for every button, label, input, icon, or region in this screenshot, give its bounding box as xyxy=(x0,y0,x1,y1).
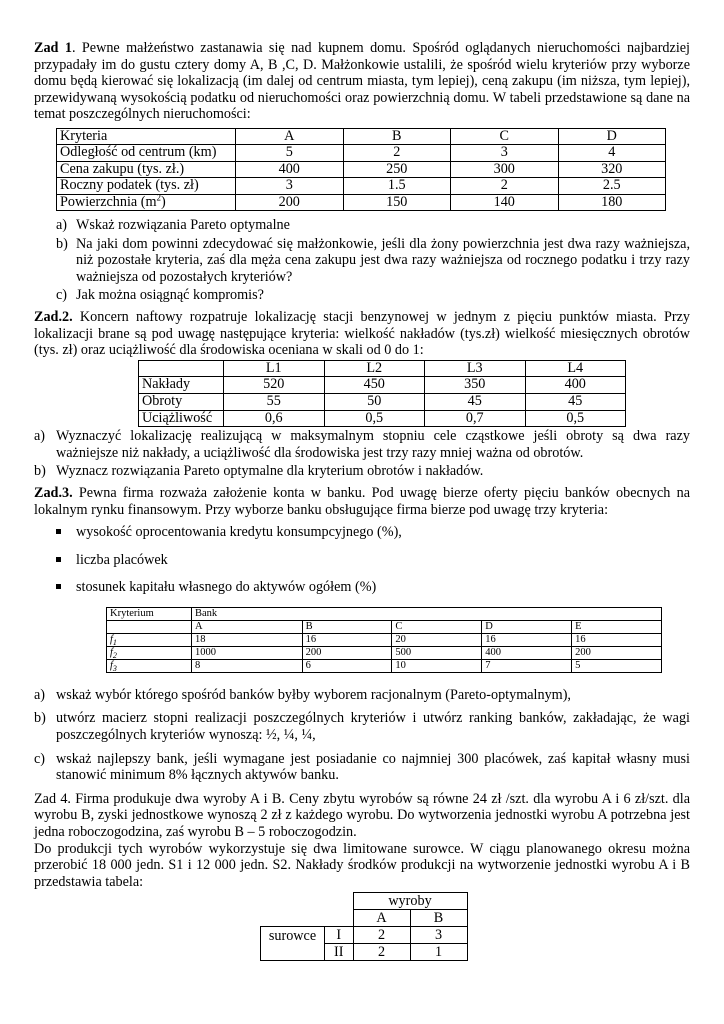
row-label: I xyxy=(325,927,354,944)
table-cell: 200 xyxy=(572,646,662,659)
zad1-table xyxy=(56,128,666,211)
table-cell: 7 xyxy=(482,659,572,672)
table-header-row xyxy=(261,910,468,927)
row-label: $f_2$ xyxy=(107,646,192,659)
zad2-title: Zad.2. xyxy=(34,308,73,325)
row-label: Powierzchnia $(m^2)$ xyxy=(57,194,236,210)
zad4-paragraph-2: Do produkcji tych wyrobów wykorzystuje się dwa limitowane surowce. W ciągu planowanego okresu można przerobić 18 000 jedn. S1 i 12 000 jedn. S2. Nakłady środków produkcji na wytworzenie jednostki wyrobu A i B przedstawia tabela: xyxy=(34,840,690,890)
header-cell: E xyxy=(572,620,662,633)
zad3-paragraph xyxy=(34,485,690,518)
table-cell: 2 xyxy=(353,927,410,944)
zad1-title: Zad 1 xyxy=(34,40,72,56)
table-row xyxy=(139,377,626,394)
header-cell: C xyxy=(451,128,559,144)
table-cell: 16 xyxy=(482,633,572,646)
row-label: Odległość od centrum (km) xyxy=(57,145,236,161)
table-row xyxy=(107,646,662,659)
table-cell: 50 xyxy=(324,393,425,410)
zad3-criteria-list xyxy=(34,524,690,596)
row-label: Cena zakupu (tys. zł.) xyxy=(57,161,236,177)
table-cell: 450 xyxy=(324,377,425,394)
row-label: $f_3$ xyxy=(107,659,192,672)
table-row xyxy=(261,927,468,944)
table-row xyxy=(57,194,666,210)
header-cell: A xyxy=(353,910,410,927)
table-cell: 520 xyxy=(224,377,325,394)
table-row xyxy=(261,944,468,961)
table-row xyxy=(57,145,666,161)
table-cell: 0,5 xyxy=(324,410,425,427)
table-cell: 45 xyxy=(425,393,526,410)
table-cell: 2 xyxy=(451,178,559,194)
table-cell: 300 xyxy=(451,161,559,177)
table-cell: 150 xyxy=(343,194,451,210)
header-cell xyxy=(107,620,192,633)
zad3-title: Zad.3. xyxy=(34,484,73,501)
table-header-row xyxy=(139,360,626,377)
table-header-row xyxy=(107,620,662,633)
document-page xyxy=(34,40,690,961)
table-cell: 4 xyxy=(558,145,666,161)
table-cell: 500 xyxy=(392,646,482,659)
list-item: liczba placówek xyxy=(34,552,690,569)
zad4-paragraph-1: Zad 4. Firma produkuje dwa wyroby A i B. Ceny zbytu wyrobów są równe 24 zł /szt. dla wyrobu A i 6 zł/szt. dla wyrobu B, zyski jednostkowe wynoszą 2 zł z każdego wyrobu. Do wytworzenia jednostki wyrobu A potrzebna jest jedna roboczogodzina, zaś wyrobu B – 5 roboczogodzin. xyxy=(34,790,690,841)
table-cell: 250 xyxy=(343,161,451,177)
table-cell: 140 xyxy=(451,194,559,210)
zad1-paragraph xyxy=(34,40,690,123)
table-cell: 200 xyxy=(302,646,392,659)
list-item: b) Na jaki dom powinni zdecydować się małżonkowie, jeśli dla żony powierzchnia jest dwa razy ważniejsza, niż pozostałe kryteria, zaś dla męża cena zakupu jest dwa razy ważniejsza od rocznego podatku i trzy razy ważniejsza od pozostałych kryteriów? xyxy=(56,235,690,285)
table-row xyxy=(107,659,662,672)
header-cell: L4 xyxy=(525,360,626,377)
zad2-paragraph xyxy=(34,309,690,359)
table-cell: 16 xyxy=(572,633,662,646)
row-label: $f_1$ xyxy=(107,633,192,646)
table-header-row xyxy=(107,607,662,620)
row-label: Uciążliwość xyxy=(139,410,224,427)
row-label: II xyxy=(325,944,354,961)
header-cell: D xyxy=(482,620,572,633)
list-item: wysokość oprocentowania kredytu konsumpcyjnego (%), xyxy=(34,524,690,541)
row-label: Nakłady xyxy=(139,377,224,394)
list-item: b) utwórz macierz stopni realizacji poszczególnych kryteriów i utwórz ranking banków, zakładając, że wagi poszczególnych kryteriów wynoszą: ½, ¼, ¼, xyxy=(34,710,690,744)
table-row xyxy=(57,178,666,194)
header-cell: L2 xyxy=(324,360,425,377)
zad2-text: Koncern naftowy rozpatruje lokalizację stacji benzynowej w jednym z pięciu punktów miasta. Przy lokalizacji brane są pod uwagę następujące kryteria: wielkość nakładów (tys.zł) wielkość miesięcznych obrotów (tys. zł) oraz uciążliwość dla środowiska oceniana w skali od 0 do 1: xyxy=(34,308,690,359)
table-cell: 18 xyxy=(192,633,303,646)
header-cell: L3 xyxy=(425,360,526,377)
bullet-icon xyxy=(56,557,61,562)
zad1-text: . Pewne małżeństwo zastanawia się nad kupnem domu. Spośród oglądanych nieruchomości najbardziej przypadały im do gustu cztery domy A, B ,C, D. Małżonkowie ustalili, że spośród wielu kryteriów przy wyborze domu będą kierować się lokalizacją (im dalej od centrum miasta, tym lepiej), ceną zakupu (im niższa, tym lepiej), przewidywaną wysokością podatku od nieruchomości oraz powierzchnią domu. W tabeli przedstawione są dane na temat poszczególnych nieruchomości: xyxy=(34,40,690,123)
table-cell: 1.5 xyxy=(343,178,451,194)
table-cell: 55 xyxy=(224,393,325,410)
table-cell: 3 xyxy=(410,927,467,944)
table-cell: 3 xyxy=(451,145,559,161)
header-cell: A xyxy=(236,128,344,144)
row-group-label: surowce xyxy=(261,927,325,944)
header-cell: wyroby xyxy=(353,893,467,910)
zad2-questions xyxy=(34,428,690,480)
header-cell: Kryteria xyxy=(57,128,236,144)
table-cell: 200 xyxy=(236,194,344,210)
table-cell: 2 xyxy=(353,944,410,961)
table-row xyxy=(139,410,626,427)
bullet-icon xyxy=(56,529,61,534)
list-item: stosunek kapitału własnego do aktywów ogółem (%) xyxy=(34,579,690,596)
list-item: a) Wyznaczyć lokalizację realizującą w maksymalnym stopniu cele cząstkowe jeśli obroty są dwa razy ważniejsze niż nakłady, a uciążliwość dla środowiska jest trzy razy mniej ważna od obrotów. xyxy=(34,428,690,461)
table-cell: 1 xyxy=(410,944,467,961)
table-cell: 400 xyxy=(236,161,344,177)
header-cell: B xyxy=(343,128,451,144)
zad4-table xyxy=(260,892,468,961)
table-header-row xyxy=(261,893,468,910)
list-item: c) Jak można osiągnąć kompromis? xyxy=(56,287,264,304)
table-cell: 3 xyxy=(236,178,344,194)
header-cell: L1 xyxy=(224,360,325,377)
table-cell: 2 xyxy=(343,145,451,161)
header-cell xyxy=(139,360,224,377)
table-cell: 45 xyxy=(525,393,626,410)
header-cell: B xyxy=(410,910,467,927)
zad3-questions xyxy=(34,687,690,784)
table-cell: 1000 xyxy=(192,646,303,659)
table-cell: 2.5 xyxy=(558,178,666,194)
zad2-table xyxy=(138,360,626,427)
zad3-table xyxy=(106,607,662,673)
header-cell: A xyxy=(192,620,303,633)
table-cell: 10 xyxy=(392,659,482,672)
table-row xyxy=(57,161,666,177)
table-cell: 400 xyxy=(482,646,572,659)
header-cell: D xyxy=(558,128,666,144)
header-cell: Bank xyxy=(192,607,662,620)
table-cell: 5 xyxy=(236,145,344,161)
table-header-row xyxy=(57,128,666,144)
row-label: Obroty xyxy=(139,393,224,410)
list-item: b) Wyznacz rozwiązania Pareto optymalne dla kryterium obrotów i nakładów. xyxy=(34,463,484,480)
list-item: c) wskaż najlepszy bank, jeśli wymagane jest posiadanie co najmniej 300 placówek, zaś kapitał własny musi stanowić minimum 8% łącznych aktywów banku. xyxy=(34,750,690,784)
bullet-icon xyxy=(56,584,61,589)
header-cell: Kryterium xyxy=(107,607,192,620)
table-cell: 350 xyxy=(425,377,526,394)
table-cell: 180 xyxy=(558,194,666,210)
table-row xyxy=(107,633,662,646)
table-cell: 0,5 xyxy=(525,410,626,427)
row-label: Roczny podatek (tys. zł) xyxy=(57,178,236,194)
zad3-text: Pewna firma rozważa założenie konta w banku. Pod uwagę bierze oferty pięciu banków obecnych na lokalnym rynku finansowym. Przy wyborze banku obsługujące firma bierze pod uwagę trzy kryteria: xyxy=(34,484,690,518)
list-item: a) Wskaż rozwiązania Pareto optymalne xyxy=(56,217,290,233)
table-row xyxy=(139,393,626,410)
table-cell: 20 xyxy=(392,633,482,646)
table-cell: 0,6 xyxy=(224,410,325,427)
table-cell: 5 xyxy=(572,659,662,672)
table-cell: 320 xyxy=(558,161,666,177)
zad1-questions xyxy=(34,217,690,304)
table-cell: 400 xyxy=(525,377,626,394)
table-cell: 0,7 xyxy=(425,410,526,427)
table-cell: 16 xyxy=(302,633,392,646)
list-item: a) wskaż wybór którego spośród banków byłby wyborem racjonalnym (Pareto-optymalnym), xyxy=(34,686,571,703)
header-cell: C xyxy=(392,620,482,633)
table-cell: 6 xyxy=(302,659,392,672)
table-cell: 8 xyxy=(192,659,303,672)
header-cell: B xyxy=(302,620,392,633)
